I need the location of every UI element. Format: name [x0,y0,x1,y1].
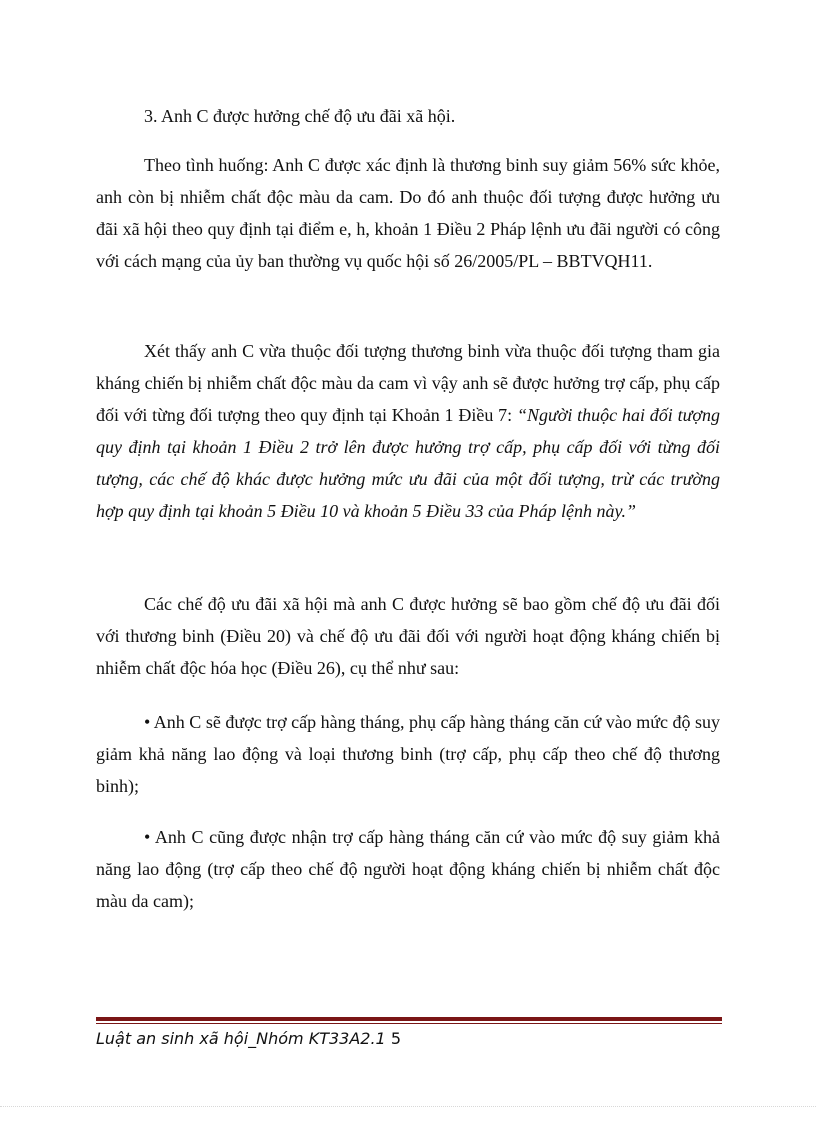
paragraph-regimes-intro-text: Các chế độ ưu đãi xã hội mà anh C được hưởng sẽ bao gồm chế độ ưu đãi đối với thương binh (Điều 20) và chế độ ưu đãi đối với người hoạt động kháng chiến bị nhiễm chất độc hóa học (Điều 26), cụ thể như sau: [96,594,720,678]
page-number: 5 [390,1029,401,1048]
page-footer [96,1027,401,1051]
bullet-item-text: • Anh C sẽ được trợ cấp hàng tháng, phụ cấp hàng tháng căn cứ vào mức độ suy giảm khả năng lao động và loại thương binh (trợ cấp, phụ cấp theo chế độ thương binh); [96,712,720,796]
page-edge-divider [0,1106,816,1107]
footer-rule-thick [96,1017,722,1021]
bullet-item-monthly-allowance [96,706,720,802]
bullet-item-text: • Anh C cũng được nhận trợ cấp hàng tháng căn cứ vào mức độ suy giảm khả năng lao động (trợ cấp theo chế độ người hoạt động kháng chiến bị nhiễm chất độc màu da cam); [96,827,720,911]
section-heading [96,100,720,132]
bullet-item-agent-orange-allowance [96,821,720,917]
paragraph-regimes-intro [96,588,720,684]
footer-title: Luật an sinh xã hội_Nhóm KT33A2.1 [96,1029,386,1048]
eligibility-lead-text: Xét thấy anh C vừa thuộc đối tượng thương binh vừa thuộc đối tượng tham gia kháng chiến bị nhiễm chất độc màu da cam vì vậy anh sẽ được hưởng trợ cấp, phụ cấp đối với từng đối tượng theo quy định tại Khoản 1 Điều 7: [96,341,720,425]
paragraph-eligibility [96,335,720,527]
footer-rule-thin [96,1023,722,1024]
legal-quote: “Người thuộc hai đối tượng quy định tại khoản 1 Điều 2 trở lên được hưởng trợ cấp, phụ cấp đối với từng đối tượng, các chế độ khác được hưởng mức ưu đãi của một đối tượng, trừ các trường hợp quy định tại khoản 5 Điều 10 và khoản 5 Điều 33 của Pháp lệnh này.” [96,405,721,521]
section-heading-text: 3. Anh C được hưởng chế độ ưu đãi xã hội. [144,106,456,126]
paragraph-eligibility-text [96,335,720,527]
paragraph-situation [96,149,720,277]
paragraph-situation-text: Theo tình huống: Anh C được xác định là thương binh suy giảm 56% sức khỏe, anh còn bị nhiễm chất độc màu da cam. Do đó anh thuộc đối tượng được hưởng ưu đãi xã hội theo quy định tại điểm e, h, khoản 1 Điều 2 Pháp lệnh ưu đãi người có công với cách mạng của ủy ban thường vụ quốc hội số 26/2005/PL – BBTVQH11. [96,155,720,271]
